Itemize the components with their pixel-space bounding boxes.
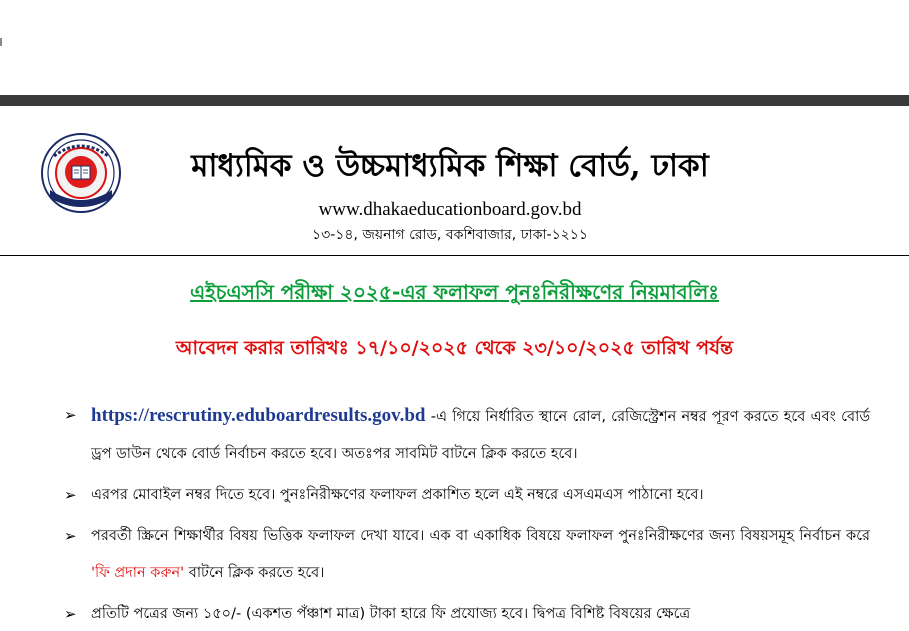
top-blank-area <box>0 0 909 95</box>
rule-2-text: এরপর মোবাইল নম্বর দিতে হবে। পুনঃনিরীক্ষণের ফলাফল প্রকাশিত হলে এই নম্বরে এসএমএস পাঠানো হবে। <box>91 487 704 503</box>
arrow-bullet-icon: ➢ <box>64 486 77 504</box>
rule-4-text: প্রতিটি পত্রের জন্য ১৫০/- (একশত পঁঞ্চাশ মাত্র) টাকা হারে ফি প্রযোজ্য হবে। দ্বিপত্র বিশিষ্ট বিষয়ের ক্ষেত্রে <box>91 606 691 622</box>
arrow-bullet-icon: ➢ <box>64 527 77 545</box>
rule-1-text: -এ গিয়ে নির্ধারিত স্থানে রোল, রেজিস্ট্রেশন নম্বর পূরণ করতে হবে এবং বোর্ড ড্রপ ডাউন থেকে বোর্ড নির্বাচন করতে হবে। অতঃপর সাবমিট বাটনে ক্লিক করতে হবে। <box>91 409 870 462</box>
rule-3-text-a: পরবর্তী স্ক্রিনে শিক্ষার্থীর বিষয় ভিত্তিক ফলাফল দেখা যাবে। এক বা একাধিক বিষয়ে ফলাফল পুনঃনিরীক্ষণের জন্য বিষয়সমূহ নির্বাচন করে <box>91 528 870 544</box>
application-date-line: আবেদন করার তারিখঃ ১৭/১০/২০২৫ থেকে ২৩/১০/২০২৫ তারিখ পর্যন্ত <box>175 337 734 359</box>
arrow-bullet-icon: ➢ <box>64 406 77 424</box>
pay-fee-button-name: 'ফি প্রদান করুন' <box>91 565 185 581</box>
rule-item-3 <box>60 518 870 592</box>
arrow-bullet-icon: ➢ <box>64 605 77 623</box>
rule-item-1 <box>60 397 870 473</box>
notice-title: এইচএসসি পরীক্ষা ২০২৫-এর ফলাফল পুনঃনিরীক্ষণের নিয়মাবলিঃ <box>190 280 719 304</box>
rescrutiny-link[interactable]: https://rescrutiny.eduboardresults.gov.bd <box>91 405 426 426</box>
header-divider <box>0 255 909 256</box>
board-name-heading: মাধ্যমিক ও উচ্চমাধ্যমিক শিক্ষা বোর্ড, ঢাকা <box>191 148 709 184</box>
top-dark-bar <box>0 95 909 106</box>
board-website[interactable]: www.dhakaeducationboard.gov.bd <box>318 199 582 220</box>
rules-list <box>60 397 870 631</box>
board-seal-logo <box>40 132 122 214</box>
page-edge-marker <box>0 38 2 46</box>
rule-3-text-b: বাটনে ক্লিক করতে হবে। <box>184 565 325 581</box>
board-address: ১৩-১৪, জয়নাগ রোড, বকশিবাজার, ঢাকা-১২১১ <box>312 227 588 243</box>
rule-item-4 <box>60 596 870 631</box>
rule-item-2 <box>60 477 870 514</box>
